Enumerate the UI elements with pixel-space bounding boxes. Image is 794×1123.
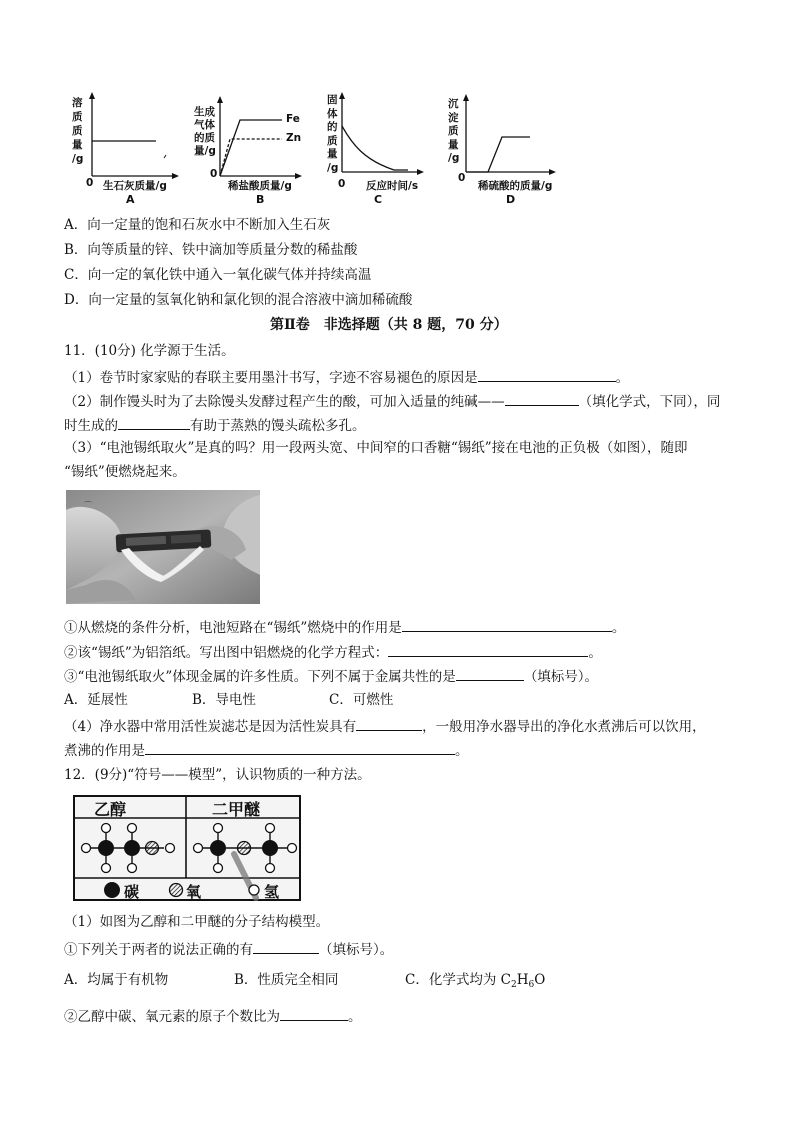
q12-sub1-option-a: A．均属于有机物 [64,972,169,988]
graph-a-ylabel: 溶 质 质 量 /g [72,97,84,165]
graph-d-ylabel: 沉 淀 质 量 /g [448,98,460,164]
q12-option-c-sub2: 6 [528,980,535,990]
q11-sub3-end: （填标号）。 [523,669,599,685]
q12-sub2-end: 。 [348,1009,362,1025]
graph-b-fe-line [220,120,282,176]
battery-tin-foil-photo [66,490,260,604]
q11-sub2 [64,642,602,662]
q11-sub2-blank [388,642,588,657]
graph-c-origin: 0 [338,178,346,190]
q11-sub3 [64,666,598,686]
q12-sub1-option-b: B．性质完全相同 [234,972,339,988]
q12-sub1-option-c [405,971,545,994]
q12-sub2-text: ②乙醇中碳、氧元素的原子个数比为 [64,1009,280,1025]
legend-hydrogen: 氢 [264,883,280,901]
q11-sub2-text: ②该“锡纸”为铝箔纸。写出图中铝燃烧的化学方程式： [64,645,389,661]
graph-d-xlabel: 稀硫酸的质量/g [478,180,553,192]
q11-part4-line2-end: 。 [455,743,469,759]
q11-part2-text-end: （填化学式，下同），同 [578,394,721,410]
q11-sub1-blank [402,617,612,632]
q12-sub1 [64,939,393,959]
svg-text:⌒: ⌒ [84,501,92,510]
dimethyl-ether-label: 二甲醚 [212,800,261,819]
q11-part1-text: （1）卷节时家家贴的春联主要用墨汁书写，字迹不容易褪色的原因是 [64,370,478,386]
graph-b-fe-label: Fe [286,113,300,125]
q11-part4-line2-text: 煮沸的作用是 [64,743,145,759]
q11-heading: 11．(10分) 化学源于生活。 [64,343,235,359]
q11-sub3-option-b: B．导电性 [192,692,256,708]
graph-d-caption: D [506,193,516,206]
graph-d-line [466,137,530,172]
q11-sub3-blank [456,666,524,681]
legend-oxygen: 氧 [186,883,202,901]
graph-c-curve [342,126,408,170]
q10-option-d: D．向一定量的氢氧化钠和氯化钡的混合溶液中滴加稀硫酸 [64,292,413,308]
q11-part4-blank1 [356,716,422,731]
q11-part2-blank2 [118,415,190,430]
graph-a-xlabel: 生石灰质量/g [103,180,167,192]
q11-part4-text: （4）净水器中常用活性炭滤芯是因为活性炭具有 [64,719,357,735]
q11-sub1-text: ①从燃烧的条件分析，电池短路在“锡纸”燃烧中的作用是 [64,620,402,636]
q12-part1: （1）如图为乙醇和二甲醚的分子结构模型。 [64,914,330,930]
graph-c-ylabel: 固 体 的 质 量 /g [327,94,339,174]
graph-b-caption: B [256,193,265,206]
graph-b [190,92,310,207]
q12-sub2-blank [280,1006,348,1021]
q11-sub3-text: ③“电池锡纸取火”体现金属的许多性质。下列不属于金属共性的是 [64,669,456,685]
q12-sub2 [64,1006,362,1026]
legend-carbon: 碳 [124,883,140,901]
molecule-model-figure [72,794,302,902]
q10-option-b: B．向等质量的锌、铁中滴加等质量分数的稀盐酸 [64,242,358,258]
q11-sub2-end: 。 [588,645,602,661]
graph-b-zn-line [220,139,282,176]
q11-part2-text: （2）制作馒头时为了去除馒头发酵过程产生的酸，可加入适量的纯碱—— [64,394,505,410]
graph-b-origin: 0 [210,168,218,180]
graph-c [322,92,432,207]
q12-option-c-text: C．化学式均为 C [405,972,511,988]
q11-part3-line1: （3）“电池锡纸取火”是真的吗？用一段两头宽、中间窄的口香糖“锡纸”接在电池的正负极（如图），随即 [64,440,688,456]
q12-option-c-sub1: 2 [510,980,517,990]
q12-option-c-end: O [534,972,546,988]
ethanol-label: 乙醇 [94,800,127,819]
q11-part2-line2 [64,415,366,435]
graph-a-origin: 0 [86,177,94,189]
graph-a-caption: A [126,193,135,206]
q11-part3-line2: “锡纸”便燃烧起来。 [64,464,186,480]
graph-b-ylabel: 生成 气体 的质 量/g [194,106,216,157]
q10-option-c: C．向一定的氧化铁中通入一氧化碳气体并持续高温 [64,267,372,283]
graph-a [70,92,180,207]
q11-sub1-end: 。 [611,620,626,636]
q11-part2-line2-text: 时生成的 [64,418,118,434]
section-title: 第Ⅱ卷 非选择题（共 8 题，70 分） [270,317,508,333]
q11-part4-text-end: ，一般用净水器导出的净化水煮沸后可以饮用， [422,719,706,735]
q11-part4-blank2 [145,740,455,755]
battery-tin-foil-image [66,490,260,604]
graph-c-xlabel: 反应时间/s [366,180,419,192]
q12-sub1-text: ①下列关于两者的说法正确的有 [64,942,253,958]
q12-heading: 12．(9分)“符号——模型”，认识物质的一种方法。 [64,767,371,783]
q11-part2-line2-end: 有助于蒸熟的馒头疏松多孔。 [190,418,366,434]
q11-part4-line2 [64,740,469,760]
graph-b-zn-label: Zn [286,132,302,144]
graph-d [444,92,564,207]
graph-c-caption: C [374,193,383,206]
q11-part2-line1 [64,391,720,411]
q12-sub1-blank [253,939,319,954]
q12-option-c-mid: H [516,972,529,988]
q12-sub1-end: （填标号）。 [319,942,394,958]
q11-sub1 [64,617,625,637]
q11-sub3-option-c: C．可燃性 [329,692,394,708]
q11-sub3-option-a: A．延展性 [64,692,128,708]
graph-b-xlabel: 稀盐酸质量/g [228,180,292,192]
q11-part1-blank [478,367,616,382]
graph-d-origin: 0 [458,172,466,184]
q11-part1 [64,367,629,387]
q11-part4-line1 [64,716,706,736]
q10-option-a: A．向一定量的饱和石灰水中不断加入生石灰 [64,217,331,233]
q11-part1-end: 。 [615,370,630,386]
q11-part2-blank1 [505,391,579,406]
